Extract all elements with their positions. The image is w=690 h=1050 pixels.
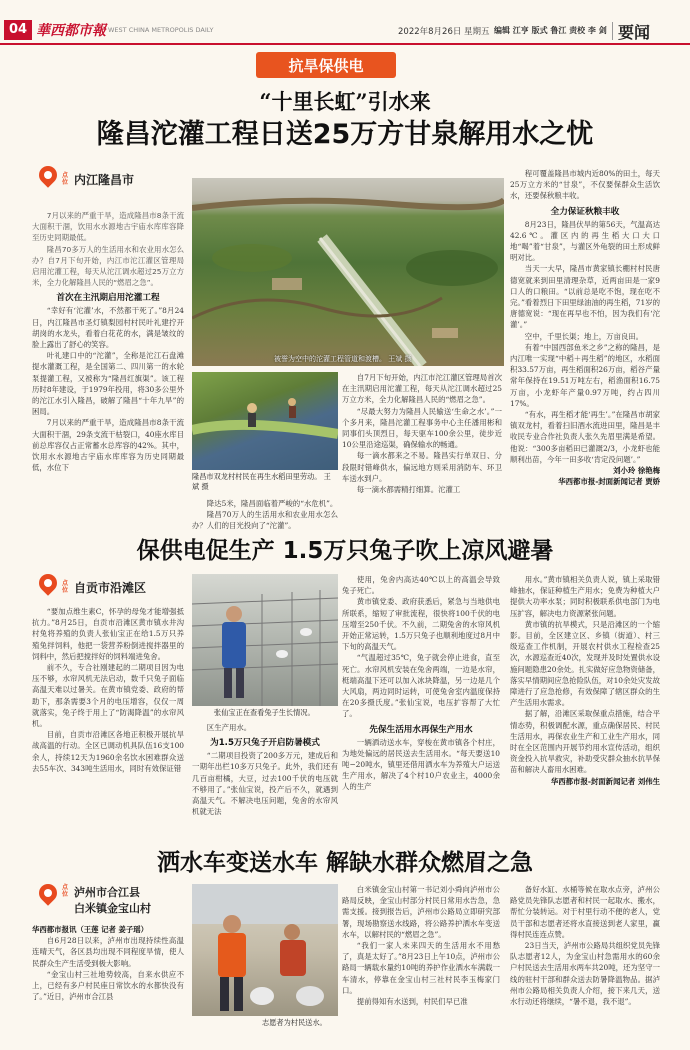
news-byline: 华西都市报讯（王莲 记者 姜子瑶） xyxy=(32,925,149,934)
body-paragraph: 使用，兔舍内高达40℃以上的高温会导致兔子死亡。 xyxy=(342,575,500,596)
location-place: 白米镇金宝山村 xyxy=(74,902,151,915)
body-paragraph: “我们一家人未来四天的生活用水不用愁了，真是太好了。”8月23日上午10点，泸州市公路局一辆载水量约10吨的养护作业洒水车满载一车清水，停靠在金宝山村三社村民李玉梅家门口。 xyxy=(342,941,500,995)
body-paragraph: 7月以来的严重干旱，造成隆昌市8条干流大面积干涸，29条支流干枯裂口，40座水库目前总库容仅占正常蓄水总库容的42%。其中，饮用水水源地古宇庙水库库容为历史同期最低，水位下 xyxy=(32,418,184,473)
page-header xyxy=(0,0,690,44)
body-paragraph: 隆昌70万人的生活用水和农业用水怎么办？人们的目光投向了“沱灌”。 xyxy=(192,510,338,531)
aqueduct-aerial-photo xyxy=(192,178,504,366)
story2-column-2 xyxy=(192,722,338,817)
body-paragraph: 每一滴水都来之不易。隆昌实行单双日、分段限时错峰供水，偏远地方则采用消防车、环卫车送水到户。 xyxy=(342,451,502,483)
location-place: 泸州市合江县 xyxy=(74,886,140,899)
author-credit: 华西都市报-封面新闻记者 刘伟生 xyxy=(550,776,660,786)
body-paragraph: 每一滴水都需精打细算。沱灌工 xyxy=(356,485,461,495)
editor-credits: 编辑 江亨 版式 鲁江 责校 李 剑 xyxy=(494,26,607,35)
body-paragraph: 空中，千里长渠；地上，万亩良田。 xyxy=(524,331,644,341)
story3-column-2 xyxy=(342,884,500,1007)
header-separator xyxy=(612,22,613,40)
issue-date: 2022年8月26日 xyxy=(398,27,462,37)
subheading: 全力保证秋粮丰收 xyxy=(550,206,620,217)
section-name: 要闻 xyxy=(618,23,651,42)
rabbit-farm-photo xyxy=(192,574,338,706)
body-paragraph: 提前得知有水送到，村民们早已准 xyxy=(356,997,468,1007)
story1-column-4 xyxy=(510,168,660,487)
story1-column-3 xyxy=(342,372,502,495)
body-paragraph: “有水，再生稻才能‘再生’。”在隆昌市胡家镇双龙村，看着扫旧酒水流进田里，隆昌是丰收民专业合作社负责人张久先眉里满是希望。他说：“300多亩稻田已灌溉2/3，小龙虾也能顺利出苗，今年一田多收‘肯定没问题’。” xyxy=(510,410,660,464)
author-credit: 华西都市报-封面新闻记者 贾娇 xyxy=(558,477,660,487)
body-paragraph: 据了解，沿滩区采取保重点措施，结合平情态势，积极调配水源，重点确保居民、村民生活用水，再保农业生产和工业生产用水，同时在全区范围内开展节约用水宣传活动，组织资金投入抗旱救灾，补助受灾群众抽水抗旱保苗和解决人畜用水困难。 xyxy=(510,709,660,775)
body-paragraph: 有着“中国西部鱼米之乡”之称的隆昌，是内江唯一实现“中稻＋再生稻”的地区，水稻面积33.57万亩，再生稻面积26万亩，稻谷产量常年保持在19.51万吨左右，稻渔面积16.75万亩，小龙虾年产量0.97万吨，约占四川17%。 xyxy=(510,342,660,408)
location-pin-icon xyxy=(38,884,58,910)
body-paragraph: 黄市镇党委、政府获悉后，紧急与当地供电所联系，缩短了审批流程，很快将100千伏的电压增至250千伏。不久前，二期兔舍的水帘风机开始正常运转，1.5万只兔子也顺利地度过8月中下旬的高温天气。 xyxy=(342,597,500,652)
subheading: 先保生活用水再保生产用水 xyxy=(369,724,473,735)
location-tag: 点位 xyxy=(62,580,69,594)
intro-paragraph: 7月以来的严重干旱，造成隆昌市8条干流大面积干涸，饮用水水源地古宇庙水库库容降至历史同期最低。 xyxy=(32,211,184,243)
body-paragraph: 一辆洒动送水车，穿梭在黄市镇各个村庄，为地处偏远的居民送去生活用水。“每天要送10吨−20吨水，镇里还借用洒水车为养殖大户运送生产用水，解决了4个村10户农业主，4000余人的生产 xyxy=(342,737,500,792)
body-paragraph: 用水。”黄市镇相关负责人说，镇上采取错峰抽水，保证种植生产用水；免费为种植大户提供大功率水泵；同时积极联系供电部门为电压扩容，解决电力资源紧张问题。 xyxy=(510,575,660,618)
location-pin-icon xyxy=(38,574,58,600)
intro-paragraph: 隆昌70多万人的生活用水和农业用水怎么办？自7月下旬开始，内江市沱江灌区管理局启用沱灌工程，每天从沱江调水超过25万立方米，全力化解隆昌人民的“燃眉之急”。 xyxy=(32,244,184,288)
photo-caption: 隆昌市双龙村村民在再生水稻田里劳动。 王斌 摄 xyxy=(192,472,331,491)
body-paragraph: 当天一大早，隆昌市黄家镇长棚村村民唐德宽就来到田里清理杂草，近两亩田是一家9口人的口粮田。“以前总是吃不饱，现在吃不完。”看着烈日下田里绿油油的再生稻，71岁的唐德宽说：“现在再早也不怕，因为我们有‘沱灌’。” xyxy=(510,264,660,330)
body-paragraph: 备好水缸、水桶等候在取水点旁，泸州公路党员先锋队志愿者和村民一起取水、搬水，帮忙分装转运。对于村里行动不便的老人，党员干部和志愿者还将水直接送到老人家里，赢得村民连连点赞。 xyxy=(510,885,660,939)
location-place: 内江隆昌市 xyxy=(74,172,135,187)
body-paragraph: “幸好有‘沱灌’水，不然都干死了。”8月24日，内江隆昌市圣灯镇梨园村村民叶礼建拧开胡岗的水龙头，看着白花花的水，满是皱纹的脸上露出了舒心的笑容。 xyxy=(32,306,184,350)
photo-caption: 张仙宝正在查看兔子生长情况。 xyxy=(214,708,315,717)
story3-headline: 洒水车变送水车 解缺水群众燃眉之急 xyxy=(156,850,533,876)
lead-headline: 隆昌沱灌工程日送25万方甘泉解用水之忧 xyxy=(96,119,594,150)
body-paragraph: 降达5米，隆昌面临着严峻的“水危机”。 xyxy=(206,499,338,508)
newspaper-logo-en: WEST CHINA METROPOLIS DAILY xyxy=(108,26,214,34)
banner-label: 抗旱保供电 xyxy=(288,57,364,75)
subheading: 为1.5万只兔子开启防暑模式 xyxy=(210,738,320,749)
issue-weekday: 星期五 xyxy=(464,27,490,37)
page-number: 04 xyxy=(4,20,32,40)
body-paragraph: 自6月28日以来，泸州市出现持续性高温连晴天气，各区县均出现不同程度旱情，使人民群众生产生活受到极大影响。 xyxy=(32,936,184,968)
story1-column-2 xyxy=(192,498,338,532)
body-paragraph: “气温超过35℃，兔子就会停止进食，直至死亡。水帘风机安装在兔舍两端，一边是水帘，梃端高温下还可以加入冰块降温，另一边是几个大风扇，两边同时运转，可使兔舍室内温度保持在20多摄氏度。”张仙宝说，电压扩容帮了大忙了。 xyxy=(342,653,500,719)
story1-location xyxy=(38,166,134,192)
header-rule xyxy=(0,43,690,45)
story1-column-1 xyxy=(32,210,184,473)
story2-column-1 xyxy=(32,606,184,774)
location-tag: 点位 xyxy=(62,884,69,898)
body-paragraph: “要加点维生素C，怀孕的母兔才能增强抵抗力。”8月25日，自贡市沿滩区黄市镇水井沟村兔将养殖的负责人张仙宝正在给1.5万只养殖兔拌饲料，他把一袋营养粉倒进搅拌器里的饲料中，然后把搅拌好的饲料端进兔舍。 xyxy=(32,607,184,661)
body-paragraph: 区生产用水。 xyxy=(206,723,252,732)
location-tag: 点位 xyxy=(62,172,69,186)
body-paragraph: 叶礼建口中的“沱灌”，全称是沱江石盘滩提水灌溉工程，是全国第二、四川第一的水轮泵提灌工程，又被称为“隆昌红旗渠”。该工程历时8年建设，于1979年投用，将30多公里外的沱江水引入隆昌，破解了隆昌“十年九旱”的困局。 xyxy=(32,351,184,417)
body-paragraph: 自7月下旬开始，内江市沱江灌区管理局首次在主汛期启用沱灌工程，每天从沱江调水超过25万立方米，全力化解隆昌人民的“燃眉之急”。 xyxy=(342,373,502,405)
story3-column-3 xyxy=(510,884,660,1007)
body-paragraph: 程可覆盖隆昌市城内近80%的田土，每天25万立方米的“甘泉”，不仅要保群众生活饮水，还要保秋粮丰收。 xyxy=(510,169,660,201)
section-banner xyxy=(256,52,396,78)
body-paragraph: “尽最大努力为隆昌人民输送‘生命之水’。”一个多月来，隆昌沱灌工程事务中心主任潘用彬和同事们头顶烈日，每天驱车100余公里，徒步近10公里沿途巡渠，确保输水的畅通。 xyxy=(342,406,502,450)
subheading: 首次在主汛期启用沱灌工程 xyxy=(56,293,160,304)
water-delivery-photo xyxy=(192,884,338,1016)
photo-caption: 志愿者为村民送水。 xyxy=(262,1018,327,1027)
story2-column-4 xyxy=(510,574,660,787)
location-place: 自贡市沿滩区 xyxy=(74,580,147,595)
story2-location xyxy=(38,574,146,600)
author-credit: 刘小玲 徐艳梅 xyxy=(613,466,660,476)
body-paragraph: 目前，自贡市沿滩区各地正积极开展抗旱战高温的行动。全区已调动机具队伍16支100余人，持续12天为1960余名饮水困难群众送去55车次、343吨生活用水，同时有效保证错 xyxy=(32,730,184,773)
body-paragraph: “金宝山村三社地势较高，自来水供应不上，已经有多户村民座日常饮水的水都快没有了。”近日，泸州市合江县 xyxy=(32,969,184,1002)
body-paragraph: 前不久，专合社刚建起的二期项目因为电压不够，水帘风机无法启动，数千只兔子面临高温天难以过暑关。在黄市镇党委、政府的帮助下，那条需要3个月的电压增容，仅仅一周就落实，兔子终于用上了“防渴降温”的水帘风机。 xyxy=(32,663,184,729)
body-paragraph: “二期项目投资了200多万元，建成后和一期年出栏10多万只兔子。此外，我们还有几百亩柑橘，大豆，过去100千伏的电压就不够用了。”张仙宝说，投产后不久，就遇到高温天气。不解决电压问题，兔舍的水帘风机就无法 xyxy=(192,751,338,817)
lead-kicker: “十里长虹”引水来 xyxy=(259,89,431,114)
story2-headline: 保供电促生产 1.5万只兔子吹上凉风避暑 xyxy=(136,538,554,564)
body-paragraph: 黄市镇的抗旱模式，只是沿滩区的一个缩影。目前，全区建立区、乡镇（街道）、村三级巡查工作机制，开展农村供水工程检查25次，水源巡查近40次，发现并及时处置供水设施问题隐患20余处。扎实做好应急物资储备，落实早情期间应急抢险队伍，对10余处灾发故障进行了应急抢修，有效保障了辖区群众的生产生活用水需求。 xyxy=(510,619,660,708)
body-paragraph: 白米镇金宝山村第一书记刘小舜向泸州市公路局反映，金宝山村部分村民日常用水告急，急需支援。接到报告后，泸州市公路局立即研究部署，现场勘察送水线路，将公路养护洒水车变送水车，以解村民的“燃眉之急”。 xyxy=(342,885,500,939)
body-paragraph: 23日当天，泸州市公路局共组织党员先锋队志愿者12人，为金宝山村急需用水的60余户村民送去生活用水两车共20吨，还为坚守一线的驻村干部和群众送去防暑降温物品。据泸州市公路局相关负责人介绍，接下来几天，送水行动还将继续，“暑不退，我不退”。 xyxy=(510,941,660,1007)
story3-column-1 xyxy=(32,924,184,1002)
location-pin-icon xyxy=(38,166,58,192)
newspaper-logo: 華西都市報 xyxy=(36,23,106,39)
story3-location xyxy=(38,884,151,916)
body-paragraph: 8月23日，隆昌伏旱的第56天，气温高达42.6℃。灌区内的再生稻大口大口地“喝”着“甘泉”，与灌区外龟裂的田土形成鲜明对比。 xyxy=(510,219,660,263)
story2-column-3 xyxy=(342,574,500,793)
rice-field-photo xyxy=(192,372,338,470)
photo-caption: 被誉为空中的沱灌工程管道和渡槽。 王斌 摄 xyxy=(274,355,412,363)
